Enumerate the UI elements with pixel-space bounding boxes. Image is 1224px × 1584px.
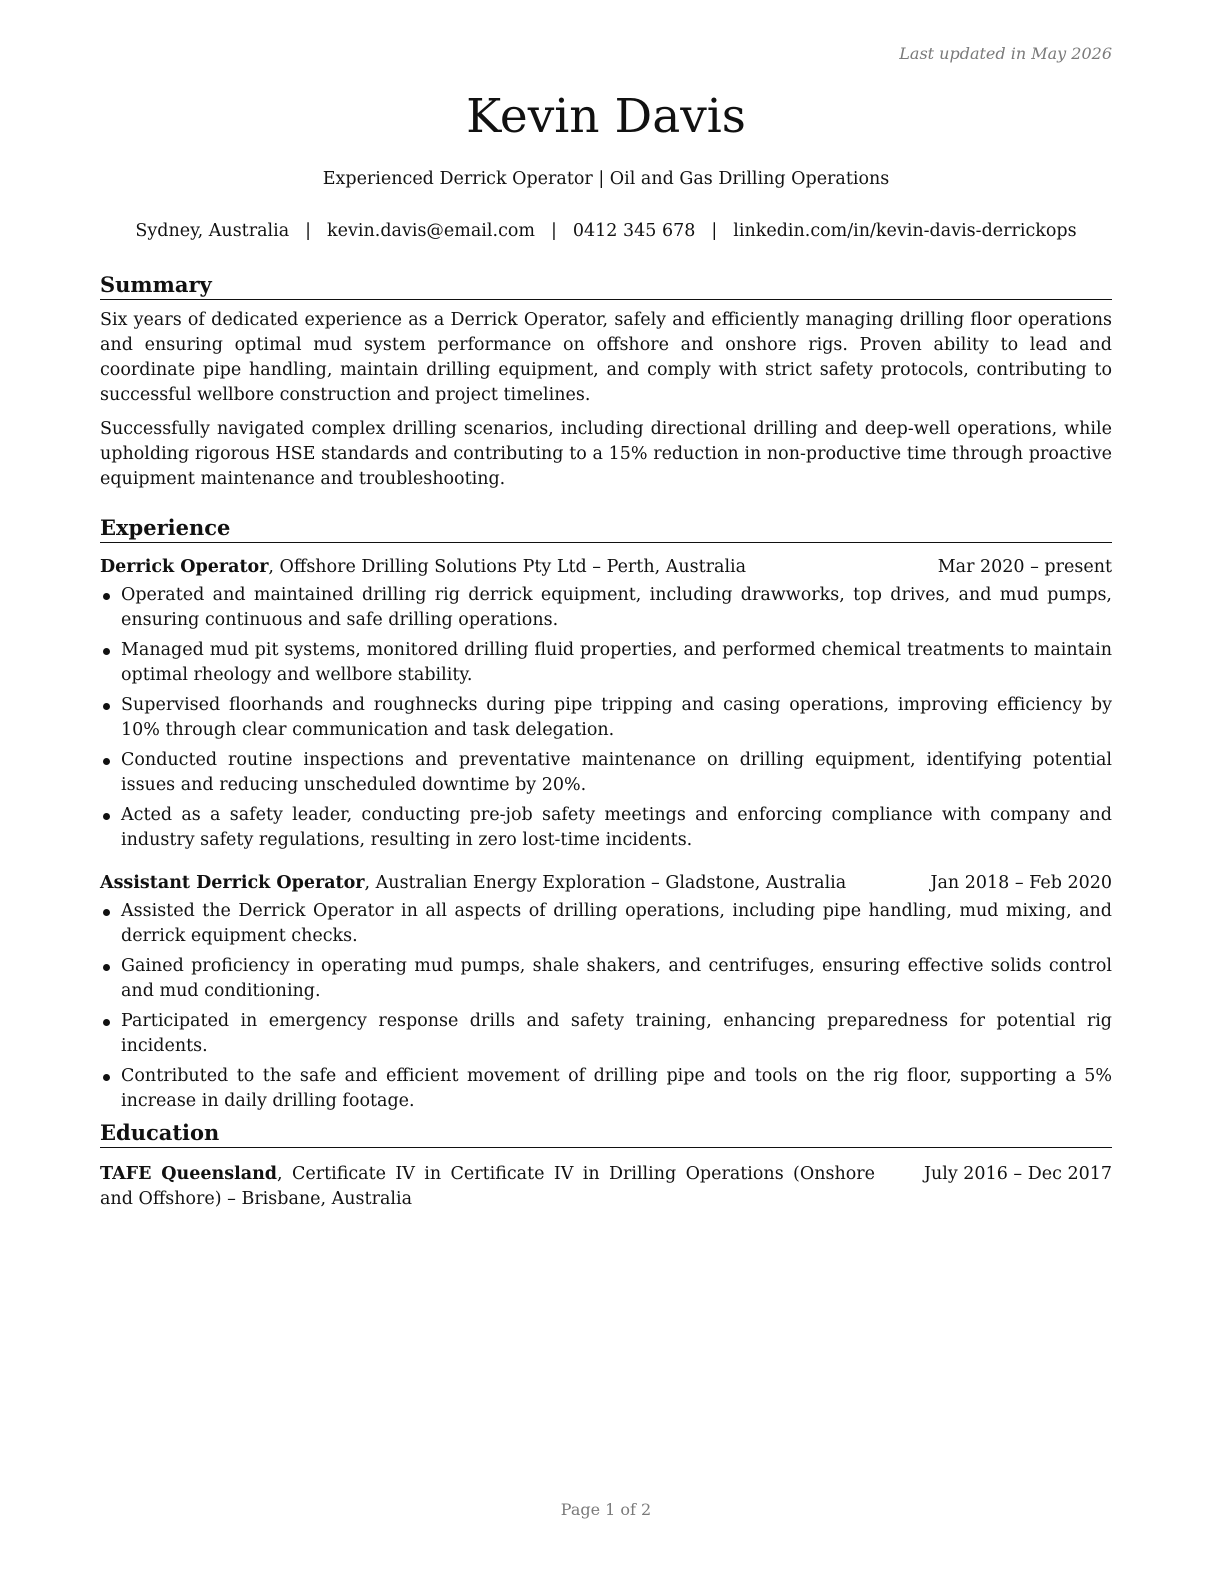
list-item bbox=[100, 899, 1112, 949]
experience-heading: Experience bbox=[100, 514, 1112, 543]
bullet-text: Participated in emergency response drills and safety training, enhancing preparedness for potential rig incidents. bbox=[121, 1011, 1112, 1056]
education-heading: Education bbox=[100, 1119, 1112, 1148]
candidate-name: Kevin Davis bbox=[466, 89, 746, 144]
job-role: Derrick Operator bbox=[100, 557, 269, 577]
list-item bbox=[100, 583, 1112, 633]
contact-separator: | bbox=[305, 221, 312, 241]
resume-page bbox=[100, 0, 1112, 1584]
bullet-icon bbox=[103, 1074, 110, 1081]
job-role: Assistant Derrick Operator bbox=[100, 873, 365, 893]
bullet-text: Managed mud pit systems, monitored drilling fluid properties, and performed chemical treatments to maintain optimal rheology and wellbore stability. bbox=[121, 640, 1112, 685]
list-item bbox=[100, 748, 1112, 798]
bullet-text: Contributed to the safe and efficient movement of drilling pipe and tools on the rig floor, supporting a 5% increase in daily drilling footage. bbox=[121, 1066, 1112, 1111]
summary-section bbox=[100, 271, 1112, 492]
job-company: , Australian Energy Exploration – Gladstone, Australia bbox=[364, 873, 847, 893]
contact-linkedin[interactable]: linkedin.com/in/kevin-davis-derrickops bbox=[733, 221, 1077, 241]
job-header bbox=[100, 871, 1112, 896]
experience-section bbox=[100, 514, 1112, 1119]
job-dates: Mar 2020 – present bbox=[937, 557, 1112, 577]
page-number: Page 1 of 2 bbox=[560, 1500, 652, 1519]
contact-phone[interactable]: 0412 345 678 bbox=[572, 221, 696, 241]
bullet-icon bbox=[103, 593, 110, 600]
job-company: , Offshore Drilling Solutions Pty Ltd – Perth, Australia bbox=[268, 557, 747, 577]
bullet-icon bbox=[103, 813, 110, 820]
bullet-text: Assisted the Derrick Operator in all aspects of drilling operations, including pipe handling, mud mixing, and derrick equipment checks. bbox=[121, 901, 1112, 946]
education-institution: TAFE Queensland bbox=[100, 1164, 278, 1184]
list-item bbox=[100, 693, 1112, 743]
education-section bbox=[100, 1119, 1112, 1212]
bullet-icon bbox=[103, 703, 110, 710]
bullet-text: Supervised floorhands and roughnecks during pipe tripping and casing operations, improving efficiency by 10% through clear communication and task delegation. bbox=[121, 695, 1112, 740]
last-updated-note: Last updated in May 2026 bbox=[899, 44, 1112, 63]
contact-email[interactable]: kevin.davis@email.com bbox=[327, 221, 535, 241]
job-dates: Jan 2018 – Feb 2020 bbox=[930, 873, 1112, 893]
list-item bbox=[100, 638, 1112, 688]
bullet-icon bbox=[103, 909, 110, 916]
list-item bbox=[100, 803, 1112, 853]
summary-paragraph: Six years of dedicated experience as a Derrick Operator, safely and efficiently managing drilling floor operations and ensuring optimal mud system performance on offshore and onshore rigs. Proven ability to lead and coordinate pipe handling, maintain drilling equipment, and comply with strict safety protocols, contributing to successful wellbore construction and project timelines. bbox=[100, 310, 1112, 405]
job-bullets bbox=[100, 583, 1112, 853]
bullet-icon bbox=[103, 1019, 110, 1026]
list-item bbox=[100, 954, 1112, 1004]
bullet-text: Operated and maintained drilling rig derrick equipment, including drawworks, top drives, and mud pumps, ensuring continuous and safe drilling operations. bbox=[121, 585, 1112, 630]
job-bullets bbox=[100, 899, 1112, 1114]
contact-location: Sydney, Australia bbox=[135, 221, 290, 241]
contact-separator: | bbox=[711, 221, 718, 241]
bullet-icon bbox=[103, 758, 110, 765]
bullet-text: Gained proficiency in operating mud pumps, shale shakers, and centrifuges, ensuring effective solids control and mud conditioning. bbox=[121, 956, 1112, 1001]
job-header bbox=[100, 555, 1112, 580]
bullet-text: Acted as a safety leader, conducting pre-job safety meetings and enforcing compliance with company and industry safety regulations, resulting in zero lost-time incidents. bbox=[121, 805, 1112, 850]
list-item bbox=[100, 1064, 1112, 1114]
bullet-icon bbox=[103, 648, 110, 655]
education-dates: July 2016 – Dec 2017 bbox=[923, 1164, 1112, 1184]
list-item bbox=[100, 1009, 1112, 1059]
summary-heading: Summary bbox=[100, 271, 1112, 300]
bullet-icon bbox=[103, 964, 110, 971]
contact-line bbox=[100, 218, 1112, 244]
bullet-text: Conducted routine inspections and preventative maintenance on drilling equipment, identifying potential issues and reducing unscheduled downtime by 20%. bbox=[121, 750, 1112, 795]
education-details: , Certificate IV in Certificate IV in Drilling Operations (Onshore and Offshore) – Brisbane, Australia bbox=[100, 1164, 875, 1209]
education-entry bbox=[100, 1162, 1112, 1212]
summary-paragraph: Successfully navigated complex drilling scenarios, including directional drilling and deep-well operations, while upholding rigorous HSE standards and contributing to a 15% reduction in non-productive time through proactive equipment maintenance and troubleshooting. bbox=[100, 419, 1112, 489]
contact-separator: | bbox=[551, 221, 557, 241]
candidate-tagline: Experienced Derrick Operator | Oil and Gas Drilling Operations bbox=[322, 169, 890, 189]
